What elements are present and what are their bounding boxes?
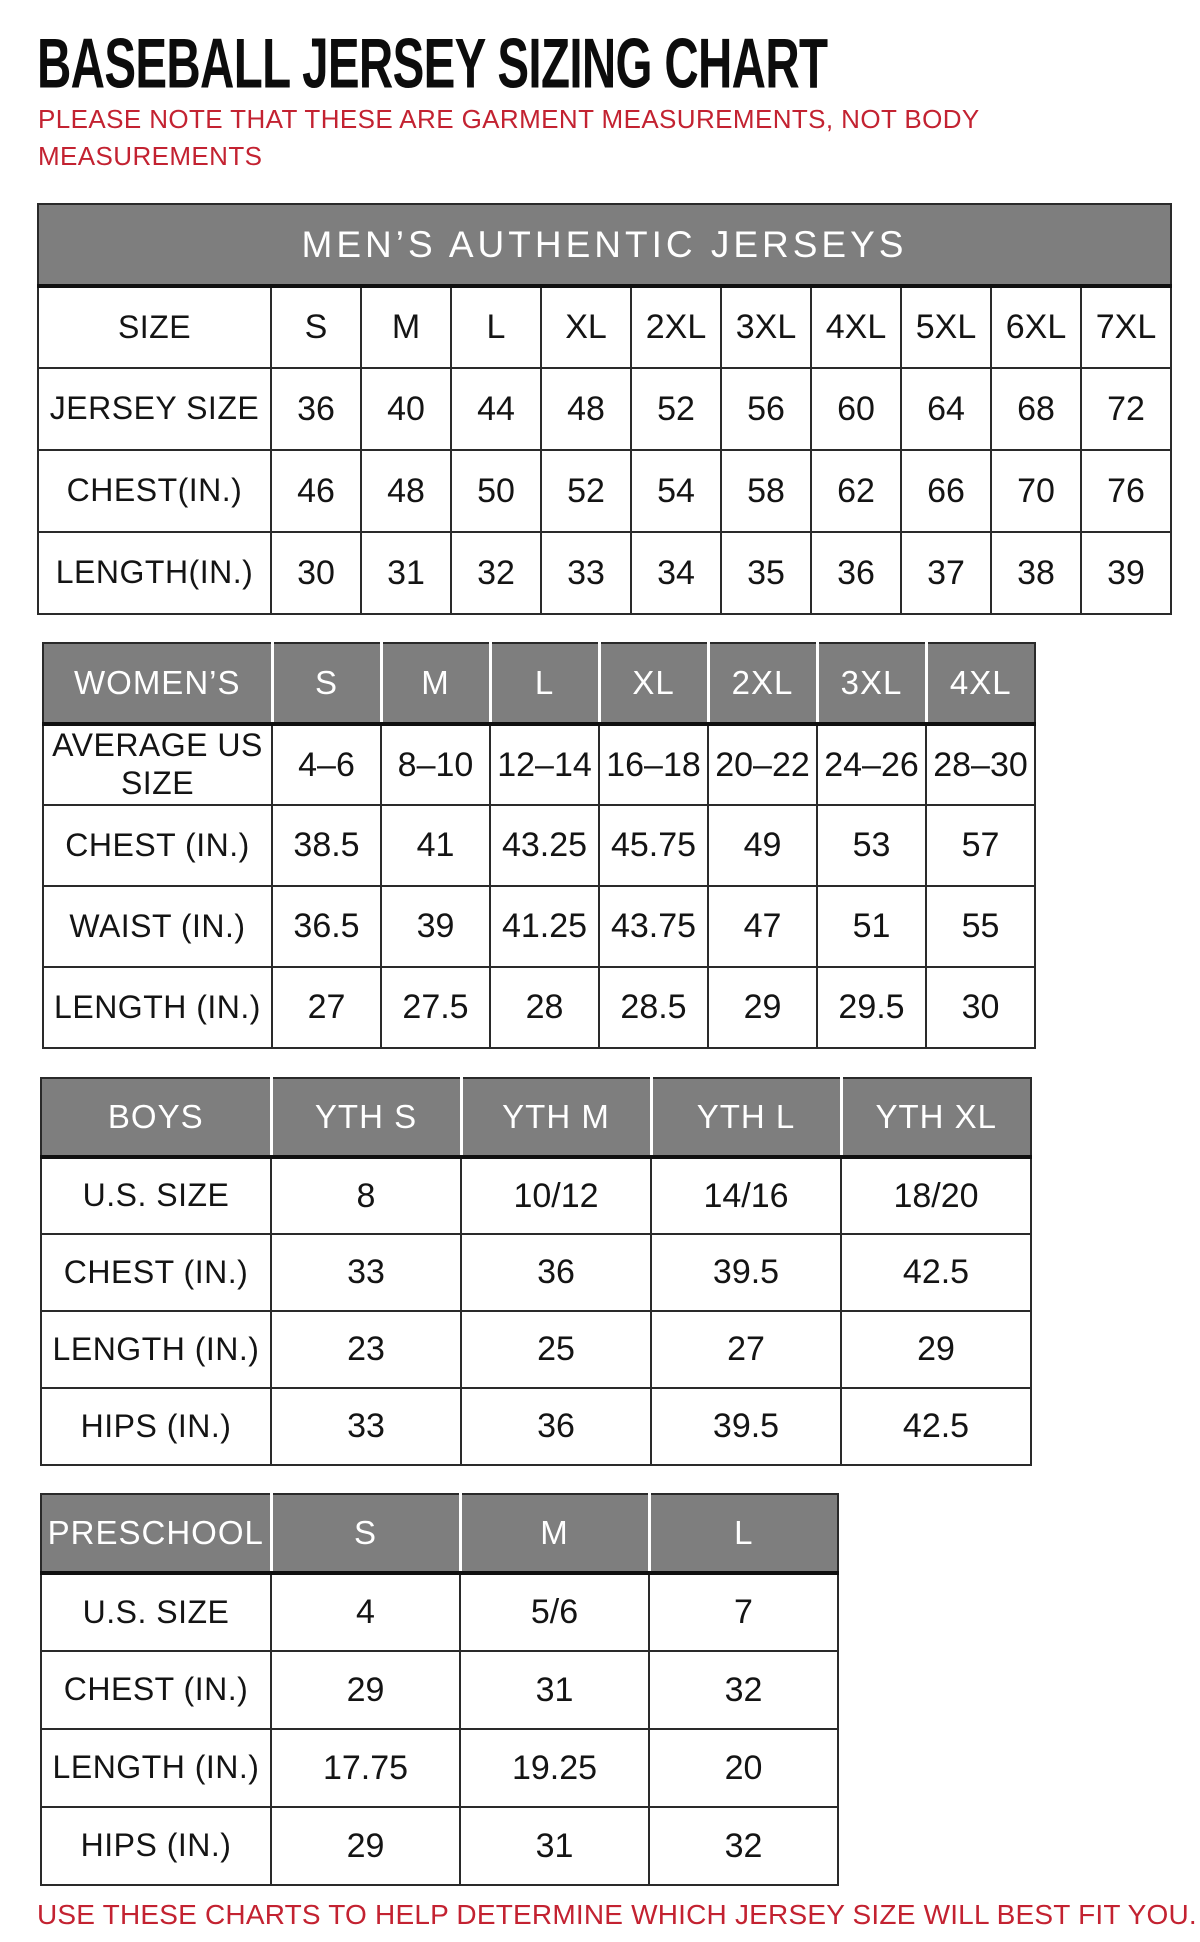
mens-row-0-value-7: 5XL <box>901 286 991 368</box>
preschool-row-1 <box>41 1651 838 1729</box>
boys-row-0-value-3: 18/20 <box>841 1157 1031 1234</box>
boys-row-3-value-1: 36 <box>461 1388 651 1465</box>
womens-row-2-value-1: 39 <box>381 886 490 967</box>
mens-row-3-value-9: 39 <box>1081 532 1171 614</box>
womens-row-3-label: LENGTH (IN.) <box>43 967 272 1048</box>
mens-row-3-value-4: 34 <box>631 532 721 614</box>
womens-row-3-value-3: 28.5 <box>599 967 708 1048</box>
mens-row-0-label: SIZE <box>38 286 271 368</box>
mens-row-2-value-0: 46 <box>271 450 361 532</box>
womens-row-3-value-1: 27.5 <box>381 967 490 1048</box>
boys-row-0-value-1: 10/12 <box>461 1157 651 1234</box>
womens-row-2 <box>43 886 1035 967</box>
womens-header-cell-5: 2XL <box>708 643 817 724</box>
mens-row-0 <box>38 286 1171 368</box>
womens-row-0-value-2: 12–14 <box>490 724 599 805</box>
womens-header-cell-1: S <box>272 643 381 724</box>
mens-row-0-value-2: L <box>451 286 541 368</box>
womens-row-2-value-2: 41.25 <box>490 886 599 967</box>
preschool-header-row <box>41 1494 838 1573</box>
womens-row-1-value-3: 45.75 <box>599 805 708 886</box>
womens-row-1-value-4: 49 <box>708 805 817 886</box>
boys-row-2-value-1: 25 <box>461 1311 651 1388</box>
mens-row-2-value-3: 52 <box>541 450 631 532</box>
boys-row-2-value-3: 29 <box>841 1311 1031 1388</box>
mens-row-0-value-4: 2XL <box>631 286 721 368</box>
womens-header-cell-4: XL <box>599 643 708 724</box>
womens-row-3-value-6: 30 <box>926 967 1035 1048</box>
note-line-1: PLEASE NOTE THAT THESE ARE GARMENT MEASUREMENTS, NOT BODY <box>38 104 980 134</box>
womens-header-cell-6: 3XL <box>817 643 926 724</box>
womens-row-1-label: CHEST (IN.) <box>43 805 272 886</box>
womens-row-2-value-0: 36.5 <box>272 886 381 967</box>
mens-row-1-value-0: 36 <box>271 368 361 450</box>
mens-row-3-value-3: 33 <box>541 532 631 614</box>
mens-row-0-value-8: 6XL <box>991 286 1081 368</box>
preschool-row-3-value-1: 31 <box>460 1807 649 1885</box>
boys-sizing-table <box>40 1077 1032 1466</box>
mens-row-0-value-9: 7XL <box>1081 286 1171 368</box>
womens-row-2-value-3: 43.75 <box>599 886 708 967</box>
boys-header-cell-1: YTH S <box>271 1078 461 1157</box>
preschool-row-1-value-0: 29 <box>271 1651 460 1729</box>
boys-header-row <box>41 1078 1031 1157</box>
womens-row-0-value-6: 28–30 <box>926 724 1035 805</box>
womens-row-0-value-1: 8–10 <box>381 724 490 805</box>
womens-header-row <box>43 643 1035 724</box>
preschool-header-cell-0: PRESCHOOL <box>41 1494 271 1573</box>
womens-row-3-value-0: 27 <box>272 967 381 1048</box>
mens-row-2-label: CHEST(IN.) <box>38 450 271 532</box>
mens-row-2 <box>38 450 1171 532</box>
mens-row-1-value-2: 44 <box>451 368 541 450</box>
womens-row-3-value-5: 29.5 <box>817 967 926 1048</box>
womens-row-2-value-5: 51 <box>817 886 926 967</box>
preschool-row-2-value-1: 19.25 <box>460 1729 649 1807</box>
boys-row-3-label: HIPS (IN.) <box>41 1388 271 1465</box>
womens-row-0-value-4: 20–22 <box>708 724 817 805</box>
mens-row-0-value-0: S <box>271 286 361 368</box>
mens-row-1 <box>38 368 1171 450</box>
preschool-row-1-value-2: 32 <box>649 1651 838 1729</box>
womens-row-2-label: WAIST (IN.) <box>43 886 272 967</box>
mens-row-2-value-9: 76 <box>1081 450 1171 532</box>
womens-row-2-value-6: 55 <box>926 886 1035 967</box>
boys-row-1 <box>41 1234 1031 1311</box>
mens-row-2-value-6: 62 <box>811 450 901 532</box>
preschool-row-2-value-0: 17.75 <box>271 1729 460 1807</box>
womens-row-0-value-5: 24–26 <box>817 724 926 805</box>
preschool-row-0-value-1: 5/6 <box>460 1573 649 1651</box>
preschool-sizing-table <box>40 1493 839 1886</box>
preschool-row-0-value-2: 7 <box>649 1573 838 1651</box>
womens-row-0-value-0: 4–6 <box>272 724 381 805</box>
womens-row-3-value-2: 28 <box>490 967 599 1048</box>
womens-sizing-table <box>42 642 1036 1049</box>
boys-row-3-value-2: 39.5 <box>651 1388 841 1465</box>
preschool-header-cell-1: S <box>271 1494 460 1573</box>
mens-row-0-value-5: 3XL <box>721 286 811 368</box>
boys-row-1-value-1: 36 <box>461 1234 651 1311</box>
womens-row-3 <box>43 967 1035 1048</box>
mens-row-1-value-1: 40 <box>361 368 451 450</box>
boys-row-0 <box>41 1157 1031 1234</box>
mens-row-0-value-6: 4XL <box>811 286 901 368</box>
footer-note: USE THESE CHARTS TO HELP DETERMINE WHICH JERSEY SIZE WILL BEST FIT YOU. <box>37 1899 1197 1930</box>
boys-header-cell-2: YTH M <box>461 1078 651 1157</box>
womens-row-2-value-4: 47 <box>708 886 817 967</box>
preschool-header-cell-3: L <box>649 1494 838 1573</box>
preschool-row-0-value-0: 4 <box>271 1573 460 1651</box>
mens-row-3-value-2: 32 <box>451 532 541 614</box>
preschool-row-1-label: CHEST (IN.) <box>41 1651 271 1729</box>
mens-row-2-value-2: 50 <box>451 450 541 532</box>
womens-header-cell-7: 4XL <box>926 643 1035 724</box>
mens-row-0-value-1: M <box>361 286 451 368</box>
womens-row-3-value-4: 29 <box>708 967 817 1048</box>
preschool-row-1-value-1: 31 <box>460 1651 649 1729</box>
page-title: BASEBALL JERSEY SIZING CHART <box>37 24 828 104</box>
mens-row-3-value-7: 37 <box>901 532 991 614</box>
preschool-row-3-label: HIPS (IN.) <box>41 1807 271 1885</box>
boys-row-0-value-0: 8 <box>271 1157 461 1234</box>
mens-row-1-label: JERSEY SIZE <box>38 368 271 450</box>
boys-row-3-value-0: 33 <box>271 1388 461 1465</box>
mens-row-1-value-8: 68 <box>991 368 1081 450</box>
boys-header-cell-3: YTH L <box>651 1078 841 1157</box>
mens-banner-row <box>38 204 1171 286</box>
preschool-row-2-value-2: 20 <box>649 1729 838 1807</box>
boys-row-3 <box>41 1388 1031 1465</box>
womens-row-0-value-3: 16–18 <box>599 724 708 805</box>
preschool-row-3-value-2: 32 <box>649 1807 838 1885</box>
mens-row-3-label: LENGTH(IN.) <box>38 532 271 614</box>
boys-row-1-value-0: 33 <box>271 1234 461 1311</box>
boys-row-0-value-2: 14/16 <box>651 1157 841 1234</box>
mens-row-1-value-6: 60 <box>811 368 901 450</box>
boys-row-3-value-3: 42.5 <box>841 1388 1031 1465</box>
mens-row-3 <box>38 532 1171 614</box>
womens-header-cell-2: M <box>381 643 490 724</box>
boys-row-1-value-3: 42.5 <box>841 1234 1031 1311</box>
preschool-row-0-label: U.S. SIZE <box>41 1573 271 1651</box>
preschool-row-3-value-0: 29 <box>271 1807 460 1885</box>
garment-measurements-note <box>38 101 980 175</box>
mens-row-1-value-7: 64 <box>901 368 991 450</box>
mens-row-3-value-6: 36 <box>811 532 901 614</box>
boys-row-2-value-0: 23 <box>271 1311 461 1388</box>
womens-row-1-value-5: 53 <box>817 805 926 886</box>
mens-row-1-value-5: 56 <box>721 368 811 450</box>
boys-header-cell-4: YTH XL <box>841 1078 1031 1157</box>
mens-row-1-value-4: 52 <box>631 368 721 450</box>
womens-row-1-value-6: 57 <box>926 805 1035 886</box>
mens-row-2-value-8: 70 <box>991 450 1081 532</box>
preschool-header-cell-2: M <box>460 1494 649 1573</box>
preschool-row-3 <box>41 1807 838 1885</box>
womens-row-1-value-2: 43.25 <box>490 805 599 886</box>
womens-row-0-label: AVERAGE US SIZE <box>43 724 272 805</box>
mens-banner-title: MEN’S AUTHENTIC JERSEYS <box>38 204 1171 286</box>
preschool-row-2-label: LENGTH (IN.) <box>41 1729 271 1807</box>
boys-row-1-value-2: 39.5 <box>651 1234 841 1311</box>
preschool-row-2 <box>41 1729 838 1807</box>
mens-row-2-value-1: 48 <box>361 450 451 532</box>
boys-row-0-label: U.S. SIZE <box>41 1157 271 1234</box>
mens-row-1-value-9: 72 <box>1081 368 1171 450</box>
womens-row-1-value-1: 41 <box>381 805 490 886</box>
boys-row-1-label: CHEST (IN.) <box>41 1234 271 1311</box>
mens-authentic-jerseys-table <box>37 203 1172 615</box>
mens-row-1-value-3: 48 <box>541 368 631 450</box>
womens-header-cell-3: L <box>490 643 599 724</box>
mens-row-3-value-5: 35 <box>721 532 811 614</box>
mens-row-0-value-3: XL <box>541 286 631 368</box>
mens-row-2-value-7: 66 <box>901 450 991 532</box>
boys-row-2-value-2: 27 <box>651 1311 841 1388</box>
mens-row-2-value-5: 58 <box>721 450 811 532</box>
womens-header-cell-0: WOMEN’S <box>43 643 272 724</box>
boys-row-2 <box>41 1311 1031 1388</box>
womens-row-0 <box>43 724 1035 805</box>
mens-row-3-value-8: 38 <box>991 532 1081 614</box>
mens-row-3-value-0: 30 <box>271 532 361 614</box>
preschool-row-0 <box>41 1573 838 1651</box>
note-line-2: MEASUREMENTS <box>38 141 263 171</box>
mens-row-3-value-1: 31 <box>361 532 451 614</box>
womens-row-1 <box>43 805 1035 886</box>
boys-row-2-label: LENGTH (IN.) <box>41 1311 271 1388</box>
womens-row-1-value-0: 38.5 <box>272 805 381 886</box>
mens-row-2-value-4: 54 <box>631 450 721 532</box>
boys-header-cell-0: BOYS <box>41 1078 271 1157</box>
